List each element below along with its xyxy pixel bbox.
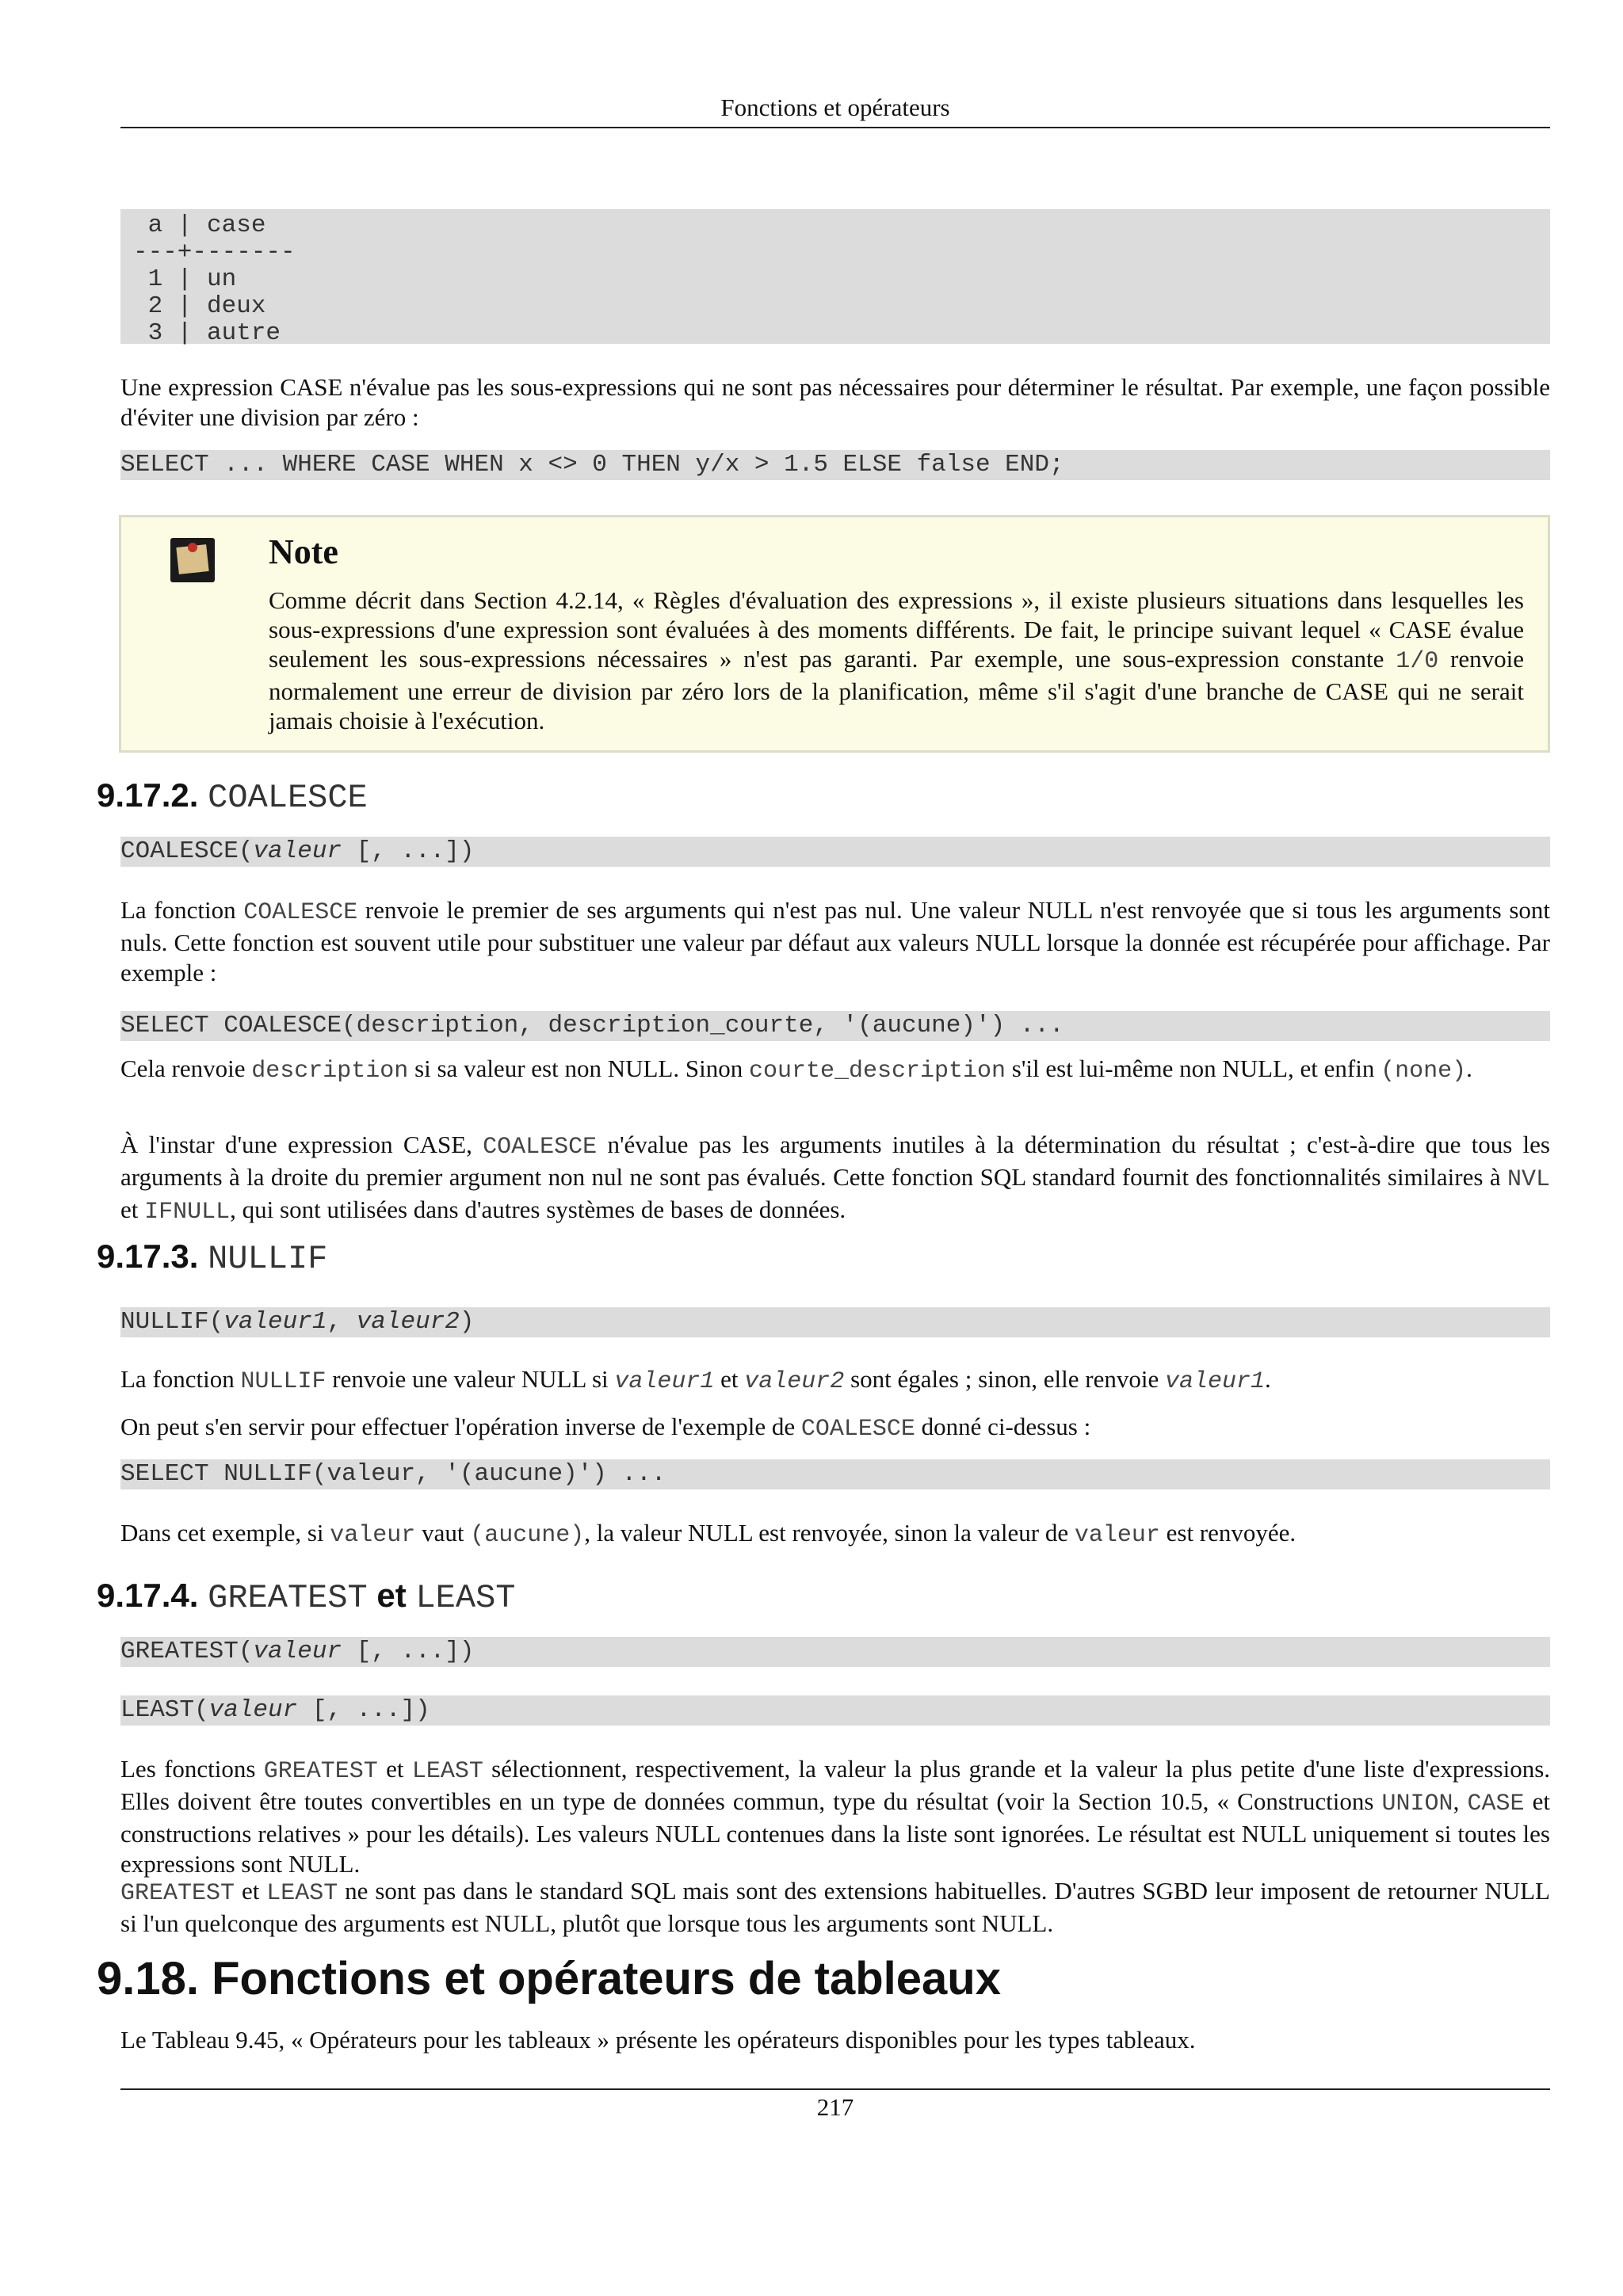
text: , <box>1453 1787 1468 1815</box>
section-name: LEAST <box>415 1579 516 1617</box>
nullif-paragraph-2 <box>120 1412 1550 1444</box>
syntax-argument: valeur <box>253 1638 342 1665</box>
note-pin-graphic <box>188 543 197 552</box>
text: et <box>377 1755 412 1783</box>
note-body <box>269 585 1524 735</box>
section-conjunction: et <box>367 1577 416 1614</box>
inline-code: COALESCE <box>800 1416 915 1443</box>
note-inline-code: 1/0 <box>1396 648 1439 675</box>
text: Cela renvoie <box>120 1055 252 1082</box>
text: , la valeur NULL est renvoyée, sinon la valeur de <box>584 1519 1075 1547</box>
syntax-function: NULLIF( <box>120 1308 224 1336</box>
inline-code: description <box>251 1058 409 1085</box>
chapter-section-heading-arrays: 9.18. Fonctions et opérateurs de tableaux <box>97 1953 1001 2004</box>
text: et <box>235 1877 267 1905</box>
text: . <box>1466 1055 1472 1082</box>
note-box <box>119 515 1550 753</box>
syntax-rest: [, ...]) <box>297 1696 430 1724</box>
inline-code: UNION <box>1381 1791 1453 1817</box>
syntax-argument: valeur <box>208 1696 298 1724</box>
section-heading-nullif <box>97 1238 327 1278</box>
running-header: Fonctions et opérateurs <box>720 93 950 121</box>
syntax-end: ) <box>459 1308 475 1336</box>
inline-code: IFNULL <box>144 1199 231 1226</box>
note-title: Note <box>269 532 338 571</box>
text: sélectionnent, respectivement, la valeur la plus grande et la valeur la plus petite d'une liste d'expressions. Elles doivent être toutes convertibles en un type de données commun, type du résultat (voir la Section 10.5, « Constructions <box>120 1755 1551 1815</box>
text: et <box>714 1365 745 1393</box>
text: La fonction <box>120 1365 241 1393</box>
inline-code: CASE <box>1467 1791 1525 1817</box>
inline-code: LEAST <box>266 1880 338 1907</box>
coalesce-paragraph-3 <box>120 1130 1550 1227</box>
coalesce-paragraph-1 <box>120 895 1550 988</box>
text: renvoie le premier de ses arguments qui n'est pas nul. Une valeur NULL n'est renvoyée que si tous les arguments sont nuls. Cette fonction est souvent utile pour substituer une valeur par défaut aux valeurs NULL lorsque la donnée est récupérée pour affichage. Par exemple : <box>120 896 1550 986</box>
syntax-rest: [, ...]) <box>342 1638 475 1665</box>
text: . <box>1264 1365 1271 1393</box>
syntax-rest: [, ...]) <box>342 837 475 865</box>
page-number: 217 <box>816 2093 854 2121</box>
inline-code: valeur <box>330 1522 416 1549</box>
text: Dans cet exemple, si <box>120 1519 330 1547</box>
footer-rule <box>120 2088 1550 2090</box>
text: donné ci-dessus : <box>915 1413 1091 1440</box>
note-text-1: Comme décrit dans Section 4.2.14, « Règles d'évaluation des expressions », il existe plusieurs situations dans lesquelles les sous-expressions d'une expression sont évaluées à des moments différents. De fait, le principe suivant lequel « CASE évalue seulement les sous-expressions nécessaires » n'est pas garanti. Par exemple, une sous-expression constante <box>269 586 1524 673</box>
syntax-argument: valeur <box>253 837 342 865</box>
section-number: 9.17.2. <box>97 776 199 814</box>
inline-code: valeur <box>1074 1522 1160 1549</box>
syntax-function: COALESCE( <box>120 837 254 865</box>
text: et constructions relatives » pour les détails). Les valeurs NULL contenues dans la liste sont ignorées. Le résultat est NULL uniquement si toutes les expressions sont NULL. <box>120 1787 1551 1878</box>
arrays-paragraph: Le Tableau 9.45, « Opérateurs pour les tableaux » présente les opérateurs disponibles pour les types tableaux. <box>120 2026 1196 2054</box>
coalesce-paragraph-2 <box>120 1054 1550 1086</box>
case-eval-paragraph: Une expression CASE n'évalue pas les sous-expressions qui ne sont pas nécessaires pour déterminer le résultat. Par exemple, une façon possible d'éviter une division par zéro : <box>120 373 1550 431</box>
inline-code: GREATEST <box>120 1880 235 1907</box>
note-text-2: renvoie normalement une erreur de division par zéro lors de la planification, même s'il s'agit d'une branche de CASE qui ne serait jamais choisie à l'exécution. <box>269 645 1524 734</box>
inline-code: COALESCE <box>483 1134 598 1161</box>
text: est renvoyée. <box>1159 1519 1296 1547</box>
inline-code: courte_description <box>748 1058 1006 1085</box>
inline-code: GREATEST <box>263 1758 378 1785</box>
inline-code: (none) <box>1381 1058 1467 1085</box>
case-result-table: a | case ---+------- 1 | un 2 | deux 3 | autre <box>120 209 1550 344</box>
inline-argument: valeur2 <box>744 1368 845 1395</box>
inline-code: NVL <box>1507 1166 1550 1193</box>
note-icon <box>170 538 215 582</box>
case-division-example: SELECT ... WHERE CASE WHEN x <> 0 THEN y/x > 1.5 ELSE false END; <box>120 450 1550 480</box>
syntax-argument: valeur2 <box>356 1308 460 1336</box>
text: La fonction <box>120 896 244 924</box>
section-heading-coalesce <box>97 776 368 817</box>
text: s'il est lui-même non NULL, et enfin <box>1006 1055 1381 1082</box>
coalesce-syntax <box>120 837 1550 867</box>
inline-code: NULLIF <box>240 1368 327 1395</box>
section-name: GREATEST <box>208 1579 368 1617</box>
greatest-paragraph-2 <box>120 1876 1550 1939</box>
text: ne sont pas dans le standard SQL mais sont des extensions habituelles. D'autres SGBD leur imposent de retourner NULL si l'un quelconque des arguments est NULL, plutôt que lorsque tous les arguments sont NULL. <box>120 1877 1550 1937</box>
header-rule <box>120 127 1550 128</box>
text: À l'instar d'une expression CASE, <box>120 1131 483 1158</box>
text: , qui sont utilisées dans d'autres systèmes de bases de données. <box>230 1196 846 1223</box>
inline-code: LEAST <box>411 1758 483 1785</box>
text: sont égales ; sinon, elle renvoie <box>844 1365 1165 1393</box>
text: vaut <box>415 1519 471 1547</box>
nullif-example: SELECT NULLIF(valeur, '(aucune)') ... <box>120 1459 1550 1489</box>
syntax-function: GREATEST( <box>120 1638 254 1665</box>
inline-code: COALESCE <box>243 899 358 926</box>
least-syntax <box>120 1695 1550 1726</box>
section-name: NULLIF <box>208 1240 328 1278</box>
greatest-syntax <box>120 1637 1550 1667</box>
text: On peut s'en servir pour effectuer l'opération inverse de l'exemple de <box>120 1413 801 1440</box>
nullif-syntax <box>120 1307 1550 1337</box>
section-heading-greatest-least <box>97 1577 515 1617</box>
section-number: 9.17.3. <box>97 1238 199 1275</box>
nullif-paragraph-3 <box>120 1518 1550 1550</box>
inline-argument: valeur1 <box>614 1368 715 1395</box>
section-name: COALESCE <box>208 779 368 817</box>
text: Les fonctions <box>120 1755 264 1783</box>
inline-code: (aucune) <box>470 1522 585 1549</box>
syntax-separator: , <box>327 1308 357 1336</box>
coalesce-example: SELECT COALESCE(description, description_courte, '(aucune)') ... <box>120 1011 1550 1041</box>
inline-argument: valeur1 <box>1164 1368 1265 1395</box>
text: n'évalue pas les arguments inutiles à la détermination du résultat ; c'est-à-dire que tous les arguments à la droite du premier argument non nul ne sont pas évalués. Cette fonction SQL standard fournit des fonctionnalités similaires à <box>120 1131 1550 1191</box>
nullif-paragraph-1 <box>120 1364 1550 1397</box>
text: et <box>120 1196 145 1223</box>
text: renvoie une valeur NULL si <box>326 1365 615 1393</box>
greatest-paragraph-1 <box>120 1754 1550 1879</box>
text: si sa valeur est non NULL. Sinon <box>408 1055 749 1082</box>
syntax-argument: valeur1 <box>223 1308 327 1336</box>
syntax-function: LEAST( <box>120 1696 209 1724</box>
section-number: 9.17.4. <box>97 1577 199 1614</box>
